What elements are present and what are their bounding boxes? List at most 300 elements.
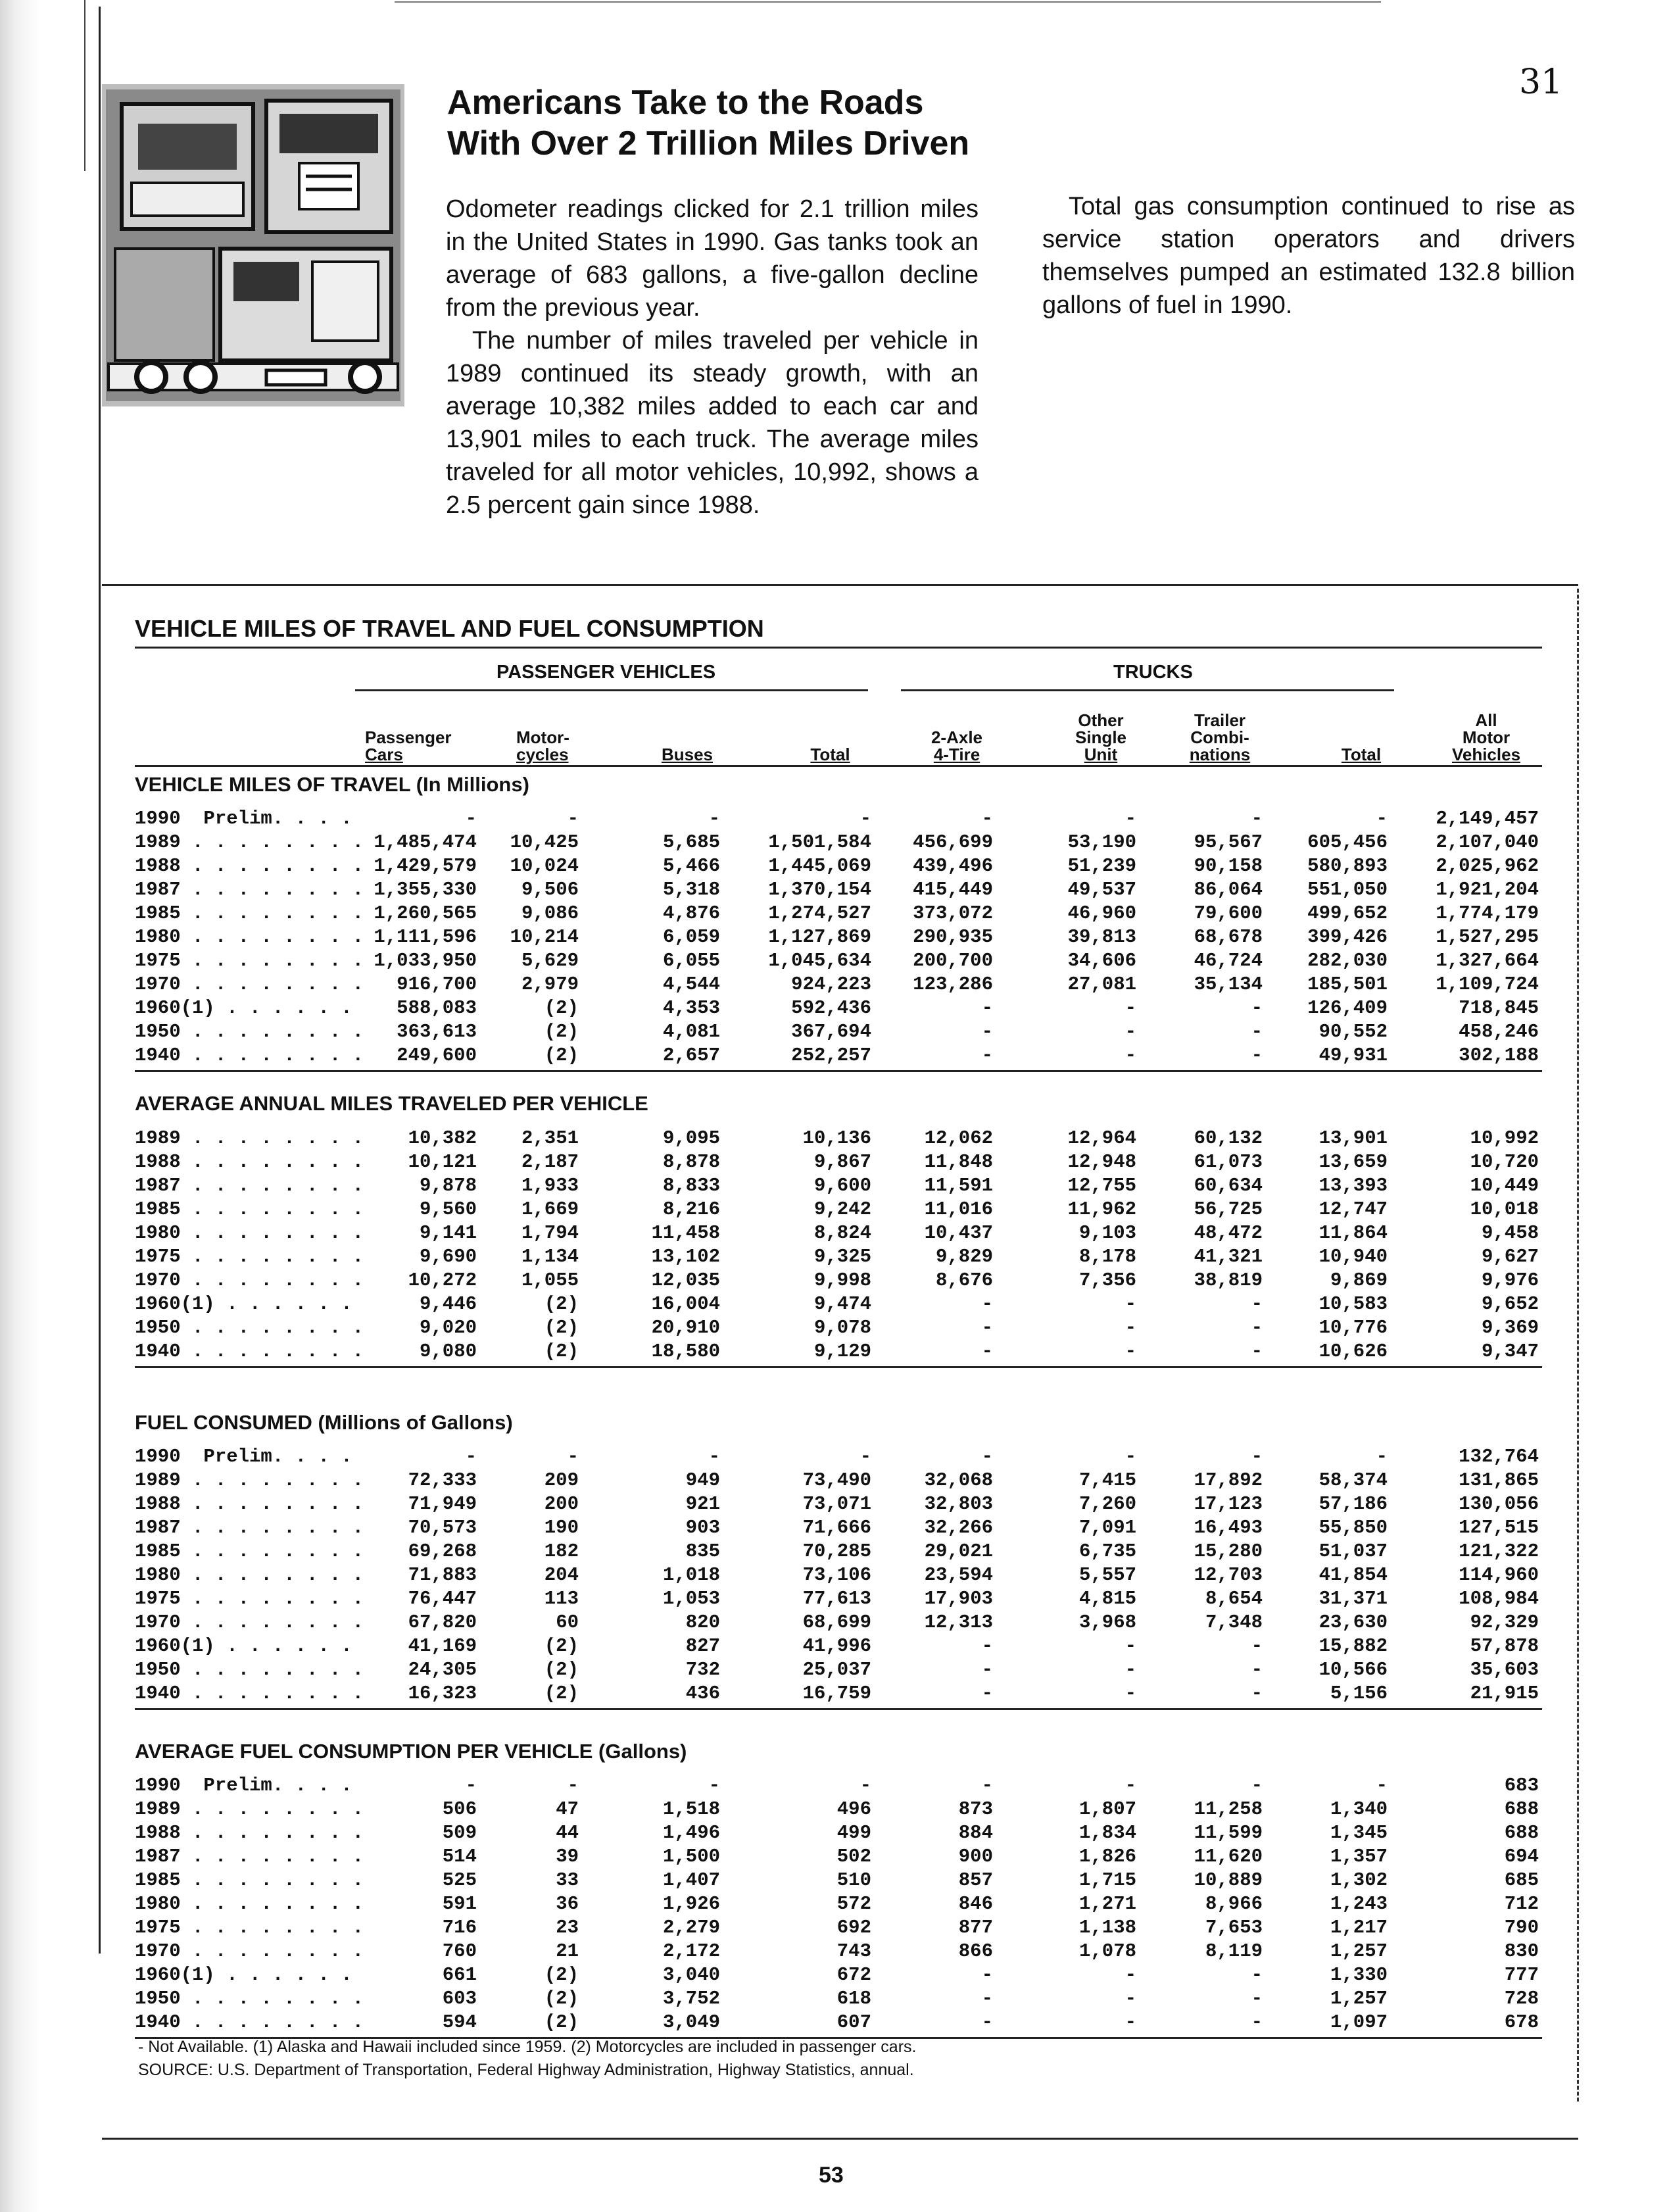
table-cell: (2) xyxy=(544,1021,579,1043)
table-cell: - xyxy=(1251,1775,1263,1796)
table-cell: 282,030 xyxy=(1307,950,1388,971)
table-cell: 5,685 xyxy=(662,831,720,853)
table-cell: 1,370,154 xyxy=(768,879,871,900)
table-cell: - xyxy=(981,1659,993,1681)
table-cell: 4,081 xyxy=(662,1021,720,1043)
table-cell: - xyxy=(1251,1021,1263,1043)
row-year-label: 1950 . . . . . . . . xyxy=(135,1021,364,1043)
table-cell: 588,083 xyxy=(397,997,477,1019)
table-cell: 41,996 xyxy=(802,1635,871,1657)
table-cell: - xyxy=(1251,808,1263,829)
table-cell: - xyxy=(567,1775,579,1796)
table-cell: 49,931 xyxy=(1318,1045,1388,1066)
table-cell: 1,018 xyxy=(662,1564,720,1586)
row-year-label: 1990 Prelim. . . . xyxy=(135,808,352,829)
table-cell: 827 xyxy=(685,1635,720,1657)
table-cell: 2,107,040 xyxy=(1436,831,1539,853)
table-cell: 15,882 xyxy=(1318,1635,1388,1657)
table-cell: 9,242 xyxy=(813,1198,871,1220)
table-cell: 1,445,069 xyxy=(768,855,871,877)
table-cell: 2,351 xyxy=(521,1127,579,1149)
section-header: FUEL CONSUMED (Millions of Gallons) xyxy=(135,1411,513,1434)
table-cell: 48,472 xyxy=(1194,1222,1263,1244)
table-cell: 900 xyxy=(958,1846,993,1867)
table-cell: (2) xyxy=(544,2011,579,2033)
table-cell: 70,573 xyxy=(408,1517,477,1538)
row-year-label: 1988 . . . . . . . . xyxy=(135,1151,364,1173)
column-header-line: Motor xyxy=(1462,727,1511,747)
row-year-label: 1985 . . . . . . . . xyxy=(135,1198,364,1220)
row-year-label: 1989 . . . . . . . . xyxy=(135,1798,364,1820)
table-row xyxy=(0,1516,1669,1540)
table-cell: 46,724 xyxy=(1194,950,1263,971)
intro-paragraph-2: The number of miles traveled per vehicle in 1989 continued its steady growth, with an average 10,382 miles added to each car and 13,901 miles to each truck. The average miles traveled for all motor vehicles, 10,992, shows a 2.5 percent gain since 1988. xyxy=(446,327,979,519)
table-cell: 618 xyxy=(836,1988,871,2009)
table-cell: - xyxy=(1251,1045,1263,1066)
table-cell: 17,123 xyxy=(1194,1493,1263,1515)
row-year-label: 1940 . . . . . . . . xyxy=(135,2011,364,2033)
table-cell: 1,933 xyxy=(521,1175,579,1196)
table-cell: 1,496 xyxy=(662,1822,720,1844)
table-cell: 10,136 xyxy=(802,1127,871,1149)
table-cell: 830 xyxy=(1504,1940,1539,1962)
table-cell: 688 xyxy=(1504,1798,1539,1820)
table-cell: 10,425 xyxy=(510,831,579,853)
table-cell: 1,774,179 xyxy=(1436,902,1539,924)
table-cell: 90,552 xyxy=(1318,1021,1388,1043)
table-cell: 1,302 xyxy=(1330,1869,1388,1891)
table-cell: 35,134 xyxy=(1194,973,1263,995)
table-cell: 496 xyxy=(836,1798,871,1820)
table-cell: 367,694 xyxy=(791,1021,871,1043)
table-cell: - xyxy=(1125,1021,1136,1043)
table-cell: 108,984 xyxy=(1459,1588,1539,1610)
table-row xyxy=(0,996,1669,1020)
table-cell: 9,446 xyxy=(419,1293,477,1315)
table-cell: 509 xyxy=(442,1822,477,1844)
table-cell: 1,834 xyxy=(1078,1822,1136,1844)
table-cell: 683 xyxy=(1504,1775,1539,1796)
article-headline xyxy=(447,82,1105,164)
table-cell: 16,493 xyxy=(1194,1517,1263,1538)
trucks-illustration-icon xyxy=(102,84,404,406)
table-cell: - xyxy=(981,1635,993,1657)
table-cell: - xyxy=(1376,1446,1388,1467)
table-cell: 12,755 xyxy=(1067,1175,1136,1196)
table-cell: 11,962 xyxy=(1067,1198,1136,1220)
table-cell: 38,819 xyxy=(1194,1269,1263,1291)
table-cell: 415,449 xyxy=(913,879,993,900)
table-cell: 23,630 xyxy=(1318,1611,1388,1633)
column-header-line: Unit xyxy=(1084,745,1118,764)
column-header-line: Buses xyxy=(661,745,714,764)
row-year-label: 1970 . . . . . . . . xyxy=(135,973,364,995)
table-cell: - xyxy=(465,1446,477,1467)
table-cell: 551,050 xyxy=(1307,879,1388,900)
table-cell: - xyxy=(1125,1317,1136,1339)
table-cell: 11,864 xyxy=(1318,1222,1388,1244)
table-cell: 672 xyxy=(836,1964,871,1986)
row-year-label: 1989 . . . . . . . . xyxy=(135,1127,364,1149)
table-cell: 712 xyxy=(1504,1893,1539,1915)
table-cell: 9,690 xyxy=(419,1246,477,1267)
section-header: VEHICLE MILES OF TRAVEL (In Millions) xyxy=(135,773,529,796)
table-cell: 903 xyxy=(685,1517,720,1538)
table-cell: 39 xyxy=(556,1846,579,1867)
table-row xyxy=(0,1774,1669,1798)
table-cell: - xyxy=(1125,997,1136,1019)
table-cell: 36 xyxy=(556,1893,579,1915)
table-row xyxy=(0,1150,1669,1174)
table-cell: 46,960 xyxy=(1067,902,1136,924)
table-cell: 9,086 xyxy=(521,902,579,924)
table-cell: 9,998 xyxy=(813,1269,871,1291)
table-cell: 1,669 xyxy=(521,1198,579,1220)
row-year-label: 1975 . . . . . . . . xyxy=(135,1246,364,1267)
table-cell: 846 xyxy=(958,1893,993,1915)
table-cell: 777 xyxy=(1504,1964,1539,1986)
table-cell: 4,353 xyxy=(662,997,720,1019)
table-cell: 1,826 xyxy=(1078,1846,1136,1867)
row-year-label: 1989 . . . . . . . . xyxy=(135,1469,364,1491)
table-cell: 8,676 xyxy=(935,1269,993,1291)
table-row xyxy=(0,1127,1669,1150)
table-row xyxy=(0,1340,1669,1364)
table-cell: 77,613 xyxy=(802,1588,871,1610)
table-cell: 73,106 xyxy=(802,1564,871,1586)
table-cell: 866 xyxy=(958,1940,993,1962)
table-cell: 9,878 xyxy=(419,1175,477,1196)
table-cell: 1,921,204 xyxy=(1436,879,1539,900)
table-cell: 41,321 xyxy=(1194,1246,1263,1267)
table-cell: - xyxy=(1125,1293,1136,1315)
table-cell: (2) xyxy=(544,1045,579,1066)
table-cell: 182 xyxy=(544,1540,579,1562)
column-header xyxy=(516,697,589,763)
table-cell: 53,190 xyxy=(1067,831,1136,853)
row-year-label: 1980 . . . . . . . . xyxy=(135,1893,364,1915)
column-header-line: Cars xyxy=(365,745,403,764)
source-note: SOURCE: U.S. Department of Transportation, Federal Highway Administration, Highway Statistics, annual. xyxy=(138,2061,914,2079)
table-row xyxy=(0,1869,1669,1892)
table-row xyxy=(0,1563,1669,1587)
table-cell: 1,271 xyxy=(1078,1893,1136,1915)
table-cell: 8,654 xyxy=(1205,1588,1263,1610)
table-cell: 13,901 xyxy=(1318,1127,1388,1149)
table-cell: - xyxy=(708,1446,720,1467)
row-year-label: 1970 . . . . . . . . xyxy=(135,1611,364,1633)
table-cell: 7,260 xyxy=(1078,1493,1136,1515)
table-row xyxy=(0,1587,1669,1611)
table-cell: 10,992 xyxy=(1470,1127,1539,1149)
table-row xyxy=(0,1821,1669,1845)
table-cell: 1,109,724 xyxy=(1436,973,1539,995)
table-cell: 12,948 xyxy=(1067,1151,1136,1173)
section-header: AVERAGE FUEL CONSUMPTION PER VEHICLE (Gallons) xyxy=(135,1740,687,1763)
table-cell: 591 xyxy=(442,1893,477,1915)
table-cell: 1,134 xyxy=(521,1246,579,1267)
table-cell: 525 xyxy=(442,1869,477,1891)
table-cell: 873 xyxy=(958,1798,993,1820)
table-cell: 2,979 xyxy=(521,973,579,995)
table-cell: 95,567 xyxy=(1194,831,1263,853)
table-cell: 79,600 xyxy=(1194,902,1263,924)
table-cell: 39,813 xyxy=(1067,926,1136,948)
table-cell: 113 xyxy=(544,1588,579,1610)
section-rule xyxy=(135,1366,1542,1368)
table-cell: 25,037 xyxy=(802,1659,871,1681)
table-cell: 949 xyxy=(685,1469,720,1491)
table-cell: 4,876 xyxy=(662,902,720,924)
table-cell: 510 xyxy=(836,1869,871,1891)
table-cell: 1,330 xyxy=(1330,1964,1388,1986)
table-cell: 7,091 xyxy=(1078,1517,1136,1538)
table-cell: 1,357 xyxy=(1330,1846,1388,1867)
column-header xyxy=(1335,697,1388,763)
table-cell: - xyxy=(1125,1045,1136,1066)
table-cell: 7,415 xyxy=(1078,1469,1136,1491)
table-cell: 692 xyxy=(836,1917,871,1938)
table-cell: 1,045,634 xyxy=(768,950,871,971)
table-cell: 27,081 xyxy=(1067,973,1136,995)
table-cell: 439,496 xyxy=(913,855,993,877)
table-row xyxy=(0,1198,1669,1221)
title-rule xyxy=(135,647,1542,649)
table-cell: 1,807 xyxy=(1078,1798,1136,1820)
row-year-label: 1950 . . . . . . . . xyxy=(135,1988,364,2009)
table-cell: - xyxy=(1125,1659,1136,1681)
table-cell: 10,940 xyxy=(1318,1246,1388,1267)
table-cell: 10,720 xyxy=(1470,1151,1539,1173)
table-cell: 73,071 xyxy=(802,1493,871,1515)
table-cell: - xyxy=(1125,1775,1136,1796)
row-year-label: 1970 . . . . . . . . xyxy=(135,1940,364,1962)
column-header-line: 2-Axle xyxy=(931,727,983,747)
table-cell: 61,073 xyxy=(1194,1151,1263,1173)
table-cell: 1,501,584 xyxy=(768,831,871,853)
row-year-label: 1975 . . . . . . . . xyxy=(135,1588,364,1610)
table-cell: 131,865 xyxy=(1459,1469,1539,1491)
table-cell: 716 xyxy=(442,1917,477,1938)
row-year-label: 1960(1) . . . . . . xyxy=(135,1293,352,1315)
table-cell: 60 xyxy=(556,1611,579,1633)
table-cell: - xyxy=(981,2011,993,2033)
table-row xyxy=(0,1174,1669,1198)
row-year-label: 1940 . . . . . . . . xyxy=(135,1683,364,1704)
table-cell: 373,072 xyxy=(913,902,993,924)
table-cell: 6,059 xyxy=(662,926,720,948)
table-row xyxy=(0,949,1669,973)
table-cell: 302,188 xyxy=(1459,1045,1539,1066)
row-year-label: 1950 . . . . . . . . xyxy=(135,1659,364,1681)
table-cell: 12,313 xyxy=(924,1611,993,1633)
table-cell: - xyxy=(1251,1988,1263,2009)
table-cell: 594 xyxy=(442,2011,477,2033)
table-cell: 605,456 xyxy=(1307,831,1388,853)
table-cell: 1,274,527 xyxy=(768,902,871,924)
table-cell: 35,603 xyxy=(1470,1659,1539,1681)
column-header xyxy=(921,697,993,763)
table-row xyxy=(0,1658,1669,1682)
column-header-line: Total xyxy=(810,745,850,764)
table-cell: 10,776 xyxy=(1318,1317,1388,1339)
table-cell: 1,407 xyxy=(662,1869,720,1891)
headline-line-2: With Over 2 Trillion Miles Driven xyxy=(447,124,970,162)
table-cell: 760 xyxy=(442,1940,477,1962)
table-cell: 7,348 xyxy=(1205,1611,1263,1633)
table-cell: 11,620 xyxy=(1194,1846,1263,1867)
table-cell: - xyxy=(1125,1446,1136,1467)
table-cell: - xyxy=(981,1988,993,2009)
column-header-line: Trailer xyxy=(1194,710,1246,730)
table-cell: 70,285 xyxy=(802,1540,871,1562)
table-cell: 71,883 xyxy=(408,1564,477,1586)
table-cell: 51,037 xyxy=(1318,1540,1388,1562)
table-row xyxy=(0,854,1669,878)
table-cell: (2) xyxy=(544,997,579,1019)
table-row xyxy=(0,1892,1669,1916)
header-rule xyxy=(135,765,1542,767)
table-cell: 11,016 xyxy=(924,1198,993,1220)
table-row xyxy=(0,1634,1669,1658)
table-cell: 11,848 xyxy=(924,1151,993,1173)
table-cell: 67,820 xyxy=(408,1611,477,1633)
table-cell: 41,169 xyxy=(408,1635,477,1657)
table-cell: 4,815 xyxy=(1078,1588,1136,1610)
table-cell: 12,062 xyxy=(924,1127,993,1149)
table-cell: 126,409 xyxy=(1307,997,1388,1019)
group-header-trucks: TRUCKS xyxy=(1113,662,1193,683)
table-cell: 572 xyxy=(836,1893,871,1915)
table-cell: 499 xyxy=(836,1822,871,1844)
table-cell: 458,246 xyxy=(1459,1021,1539,1043)
table-cell: 132,764 xyxy=(1459,1446,1539,1467)
table-cell: - xyxy=(981,1045,993,1066)
table-cell: 252,257 xyxy=(791,1045,871,1066)
column-header xyxy=(1177,697,1263,763)
table-cell: 1,055 xyxy=(521,1269,579,1291)
column-header xyxy=(1065,697,1136,763)
table-cell: 10,566 xyxy=(1318,1659,1388,1681)
table-cell: 114,960 xyxy=(1459,1564,1539,1586)
column-header-line: cycles xyxy=(516,745,569,764)
table-cell: 1,518 xyxy=(662,1798,720,1820)
table-cell: 1,257 xyxy=(1330,1988,1388,2009)
table-cell: 9,129 xyxy=(813,1340,871,1362)
table-cell: - xyxy=(859,808,871,829)
table-row xyxy=(0,902,1669,925)
handwritten-page-mark: 31 xyxy=(1519,62,1563,102)
table-cell: 1,355,330 xyxy=(374,879,477,900)
table-cell: - xyxy=(1251,2011,1263,2033)
row-year-label: 1985 . . . . . . . . xyxy=(135,1869,364,1891)
table-cell: 1,127,869 xyxy=(768,926,871,948)
table-cell: 456,699 xyxy=(913,831,993,853)
table-cell: 11,458 xyxy=(651,1222,720,1244)
table-row xyxy=(0,1611,1669,1634)
table-cell: 31,371 xyxy=(1318,1588,1388,1610)
table-cell: 1,138 xyxy=(1078,1917,1136,1938)
table-cell: 10,024 xyxy=(510,855,579,877)
table-row xyxy=(0,878,1669,902)
table-cell: 57,878 xyxy=(1470,1635,1539,1657)
row-year-label: 1988 . . . . . . . . xyxy=(135,855,364,877)
table-cell: 916,700 xyxy=(397,973,477,995)
table-cell: 1,485,474 xyxy=(374,831,477,853)
table-cell: 5,156 xyxy=(1330,1683,1388,1704)
table-cell: 4,544 xyxy=(662,973,720,995)
section-header: AVERAGE ANNUAL MILES TRAVELED PER VEHICLE xyxy=(135,1092,648,1115)
table-cell: 185,501 xyxy=(1307,973,1388,995)
table-cell: 200,700 xyxy=(913,950,993,971)
row-year-label: 1988 . . . . . . . . xyxy=(135,1822,364,1844)
group-header-passenger: PASSENGER VEHICLES xyxy=(496,662,716,683)
table-row xyxy=(0,1020,1669,1044)
table-cell: 16,323 xyxy=(408,1683,477,1704)
column-header-line: Motor- xyxy=(516,727,569,747)
table-cell: 502 xyxy=(836,1846,871,1867)
table-cell: 209 xyxy=(544,1469,579,1491)
table-cell: 121,322 xyxy=(1459,1540,1539,1562)
table-cell: 9,080 xyxy=(419,1340,477,1362)
table-cell: - xyxy=(1376,1775,1388,1796)
table-cell: 8,216 xyxy=(662,1198,720,1220)
table-cell: 57,186 xyxy=(1318,1493,1388,1515)
table-cell: 90,158 xyxy=(1194,855,1263,877)
table-row xyxy=(0,831,1669,854)
table-cell: - xyxy=(708,808,720,829)
row-year-label: 1960(1) . . . . . . xyxy=(135,1635,352,1657)
table-cell: 12,035 xyxy=(651,1269,720,1291)
table-cell: 23,594 xyxy=(924,1564,993,1586)
row-year-label: 1990 Prelim. . . . xyxy=(135,1446,352,1467)
table-cell: (2) xyxy=(544,1659,579,1681)
group-rule-trucks xyxy=(901,689,1394,691)
intro-paragraph-1: Odometer readings clicked for 2.1 trillion miles in the United States in 1990. Gas tanks took an average of 683 gallons, a five-gallon decline from the previous year. xyxy=(446,195,979,322)
table-cell: 60,132 xyxy=(1194,1127,1263,1149)
table-row xyxy=(0,1044,1669,1068)
table-cell: 10,214 xyxy=(510,926,579,948)
table-cell: 9,103 xyxy=(1078,1222,1136,1244)
table-cell: 49,537 xyxy=(1067,879,1136,900)
table-row xyxy=(0,1963,1669,1987)
table-cell: 5,466 xyxy=(662,855,720,877)
table-cell: 11,258 xyxy=(1194,1798,1263,1820)
table-cell: 9,652 xyxy=(1481,1293,1539,1315)
row-year-label: 1970 . . . . . . . . xyxy=(135,1269,364,1291)
table-cell: 820 xyxy=(685,1611,720,1633)
table-cell: - xyxy=(1376,808,1388,829)
table-cell: - xyxy=(981,997,993,1019)
table-cell: 877 xyxy=(958,1917,993,1938)
table-row xyxy=(0,973,1669,996)
table-cell: 1,257 xyxy=(1330,1940,1388,1962)
table-cell: (2) xyxy=(544,1340,579,1362)
column-header-line: Total xyxy=(1341,745,1382,764)
row-year-label: 1988 . . . . . . . . xyxy=(135,1493,364,1515)
column-header xyxy=(654,697,720,763)
table-cell: - xyxy=(1125,1683,1136,1704)
table-cell: 13,659 xyxy=(1318,1151,1388,1173)
table-cell: 127,515 xyxy=(1459,1517,1539,1538)
group-rule-passenger xyxy=(355,689,868,691)
table-cell: - xyxy=(1251,1659,1263,1681)
table-row xyxy=(0,1987,1669,2011)
column-header-line: Other xyxy=(1078,710,1124,730)
section-rule xyxy=(135,1070,1542,1072)
table-cell: 68,678 xyxy=(1194,926,1263,948)
table-cell: 1,078 xyxy=(1078,1940,1136,1962)
